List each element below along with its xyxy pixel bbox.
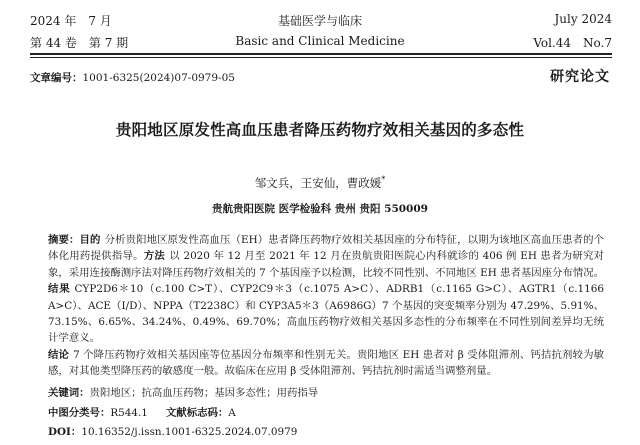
header-date-en: July 2024 — [554, 12, 612, 26]
doi-value: 10.16352/j.issn.1001-6325.2024.07.0979 — [81, 426, 298, 438]
affiliation: 贵航贵阳医院 医学检验科 贵州 贵阳 550009 — [212, 203, 428, 215]
abstract — [48, 232, 604, 380]
header-volume: 第 44 卷 第 7 期 — [30, 36, 129, 50]
results-label: 结果 — [48, 283, 71, 296]
corresponding-mark: * — [381, 175, 386, 185]
keywords-label: 关键词： — [48, 387, 90, 399]
article-type: 研究论文 — [550, 69, 610, 85]
article-number — [30, 70, 235, 85]
keywords — [48, 384, 318, 399]
doc-code-label: 文献标志码： — [165, 407, 229, 419]
article-number-value: 1001-6325(2024)07-0979-05 — [82, 72, 235, 84]
header-rule-thick — [30, 53, 612, 55]
clc-value: R544.1 — [110, 407, 148, 419]
header-rule-thin — [30, 57, 612, 58]
results-text: CYP2D6＊10（c.100 C>T）、CYP2C9＊3（c.1075 A>C）、ADRB1（c.1165 G>C）、AGTR1（c.1166 A>C）、ACE（I/D）、NPPA（T2238C）和 CYP3A5＊3（A6986G）7 个基因的突变频率分别为 47.29%、5.91%、73.15%、6.65%、34.24%、0.49%、69.70%；高血压药物疗效相关基因多态性的分布频率在不同性别间差异均无统计学意义。 — [48, 283, 604, 345]
author-names: 邹文兵，王安仙，曹政媛 — [254, 176, 382, 190]
classification — [48, 404, 236, 419]
authors — [0, 175, 640, 191]
header-journal-en: Basic and Clinical Medicine — [235, 34, 405, 48]
article-number-label: 文章编号： — [30, 72, 83, 84]
objective-text: 分析贵阳地区原发性高血压（EH）患者降压药物疗效相关基因座的分布特征，以期为该地区高血压患者的个体化用药提供指导。 — [48, 234, 604, 263]
page-title: 贵阳地区原发性高血压患者降压药物疗效相关基因的多态性 — [115, 120, 525, 139]
header-date: 2024 年 7 月 — [30, 14, 112, 28]
abstract-label: 摘要： — [48, 234, 80, 246]
objective-label: 目的 — [79, 234, 101, 246]
conclusion-text: 7 个降压药物疗效相关基因座等位基因分布频率和性别无关。贵阳地区 EH 患者对 β 受体阻滞剂、钙拮抗剂较为敏感，对其他类型降压药的敏感度一般。故临床在应用 β 受体阻滞剂、钙拮抗剂时需适当调整剂量。 — [48, 348, 605, 378]
doi-label: DOI： — [48, 426, 82, 438]
clc-label: 中图分类号： — [48, 407, 111, 419]
keywords-value: 贵阳地区；抗高血压药物；基因多态性；用药指导 — [89, 387, 319, 399]
methods-label: 方法 — [143, 250, 166, 263]
doc-code-value: A — [228, 407, 236, 419]
methods-text: 以 2020 年 12 月至 2021 年 12 月在贵航贵阳医院心内科就诊的 406 例 EH 患者为研究对象，采用连接酶测序法对降压药物疗效相关的 7 个基因座予以检测，比较不同性别、不同地区 EH 患者基因座分布情况。 — [48, 250, 605, 279]
header-volume-en: Vol.44 No.7 — [533, 36, 612, 50]
header-journal-cn: 基础医学与临床 — [277, 14, 362, 28]
doi — [48, 423, 297, 438]
conclusion-label: 结论 — [48, 348, 70, 361]
